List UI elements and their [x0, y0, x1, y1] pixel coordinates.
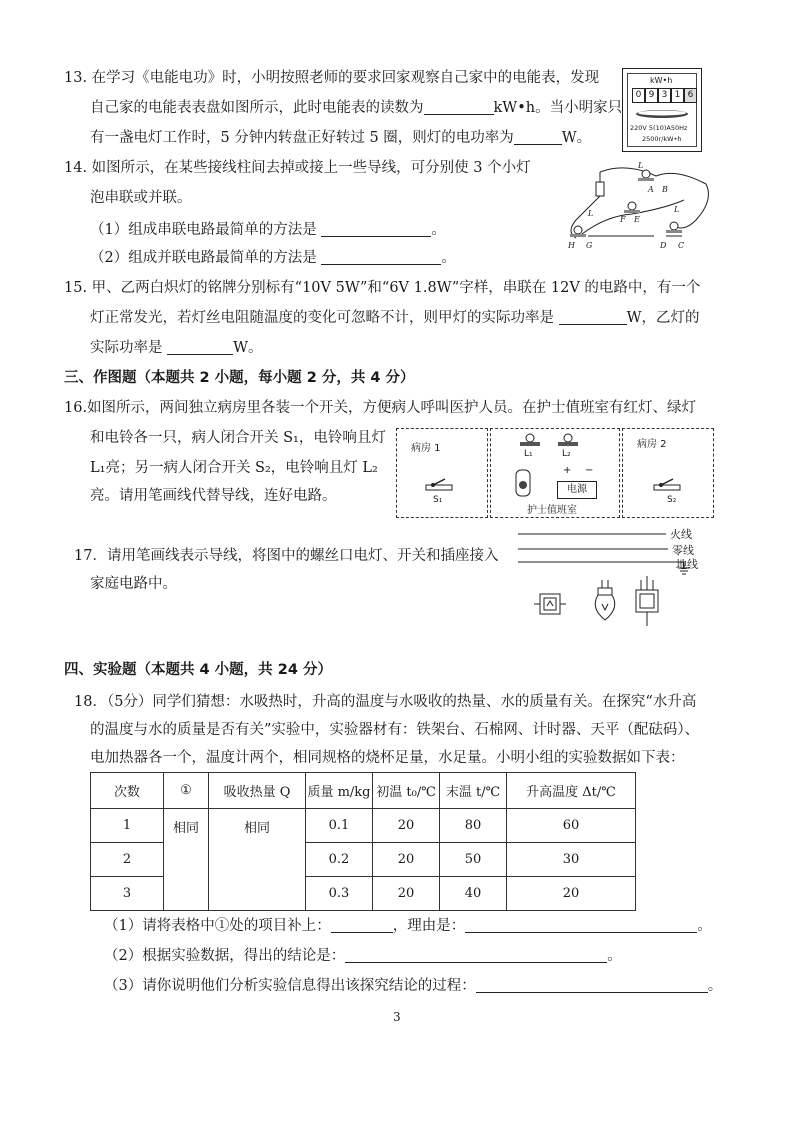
lamp-l1-icon	[519, 433, 541, 449]
meter-digits	[632, 88, 697, 103]
q18-line2: 的温度与水的质量是否有关”实验中，实验器材有：铁架台、石棉网、计时器、天平（配砝码）、	[90, 722, 700, 738]
q18-answer-blank-3[interactable]	[345, 946, 607, 963]
q16-line3: L₁亮；另一病人闭合开关 S₂，电铃响且灯 L₂	[90, 460, 378, 476]
table-row	[91, 809, 636, 843]
ward-1-label: 病房 1	[411, 443, 441, 454]
terminal-label: A	[648, 185, 654, 194]
switch-icon	[653, 477, 681, 491]
q17-line2: 家庭电路中。	[90, 576, 177, 592]
lamp-l2-icon	[557, 433, 579, 449]
q18-sub2-end: 。	[607, 948, 622, 964]
meter-digit: 0	[632, 88, 645, 103]
meter-spec-2: 2500r/kW•h	[642, 135, 682, 143]
q13-line3-unit: W。	[561, 130, 592, 146]
q18-line1: 18．（5分）同学们猜想：水吸热时，升高的温度与水吸收的热量、水的质量有关。在探究“水升高	[74, 694, 697, 710]
table-header: 初温 t₀/℃	[373, 773, 440, 809]
q15-line2-text: 灯正常发光，若灯丝电阻随温度的变化可忽略不计，则甲灯的实际功率是	[90, 310, 554, 326]
section-4-heading: 四、实验题（本题共 4 小题，共 24 分）	[64, 662, 332, 678]
table-header-row	[91, 773, 636, 809]
neutral-wire-label: 零线	[672, 544, 694, 557]
q14-line1: 14. 如图所示，在某些接线柱间去掉或接上一些导线，可分别使 3 个小灯	[64, 160, 531, 176]
q18-line3: 电加热器各一个，温度计两个，相同规格的烧杯足量，水足量。小明小组的实验数据如下表：	[90, 750, 685, 766]
q18-sub3-end: 。	[707, 978, 723, 994]
q14-sub1	[90, 220, 446, 240]
q14-sub2-text: （2）组成并联电路最简单的方法是	[90, 250, 317, 266]
table-cell: 20	[373, 809, 440, 843]
table-cell: 60	[507, 809, 636, 843]
q16-line4: 亮。请用笔画线代替导线，连好电路。	[90, 488, 337, 504]
page-number: 3	[393, 1010, 401, 1024]
terminal-label: L	[674, 205, 680, 214]
switch-s2-label: S₂	[667, 495, 677, 505]
meter-digit-decimal: 6	[684, 88, 697, 103]
electric-meter-figure	[622, 68, 702, 152]
meter-digit: 9	[645, 88, 658, 103]
q14-answer-blank-2[interactable]	[321, 248, 441, 265]
q13-line3-text: 有一盏电灯工作时，5 分钟内转盘正好转过 5 圈，则灯的电功率为	[90, 130, 514, 146]
q14-sub2	[90, 248, 456, 268]
q18-answer-blank-2[interactable]	[465, 916, 697, 933]
ward-2-box	[622, 428, 714, 518]
q13-line3	[90, 128, 591, 148]
terminal-label: F	[620, 215, 626, 224]
power-minus: −	[585, 465, 594, 476]
ward-2-label: 病房 2	[637, 439, 667, 450]
power-source: 电源	[557, 481, 597, 499]
q15-line3-unit: W。	[233, 340, 263, 356]
q18-sub2-text: （2）根据实验数据，得出的结论是：	[104, 948, 346, 964]
terminal-label: B	[662, 185, 668, 194]
q18-sub3	[104, 976, 722, 996]
table-cell: 30	[507, 843, 636, 877]
table-cell: 0.3	[306, 877, 373, 911]
experiment-data-table	[90, 772, 636, 911]
ward-1-box	[396, 428, 488, 518]
ground-wire-label: 地线	[676, 558, 698, 571]
bulb-icon	[638, 170, 654, 181]
q17-line1: 17．请用笔画线表示导线，将图中的螺丝口电灯、开关和插座接入	[74, 548, 499, 564]
table-cell-merged: 相同	[209, 809, 306, 911]
table-cell: 1	[91, 809, 164, 843]
terminal-label: H	[568, 241, 575, 250]
meter-digit: 3	[658, 88, 671, 103]
q14-line2: 泡串联或并联。	[90, 190, 192, 206]
terminal-label: L	[588, 209, 594, 218]
q15-line2-unit: W，乙灯的	[626, 310, 700, 326]
table-header: 吸收热量 Q	[209, 773, 306, 809]
q15-line1: 15. 甲、乙两白炽灯的铭牌分别标有“10V 5W”和“6V 1.8W”字样，串联在 12V 的电路中，有一个	[64, 280, 701, 296]
nurse-station-label: 护士值班室	[527, 505, 577, 516]
q18-sub1-reason: ，理由是：	[392, 918, 466, 934]
table-cell: 40	[440, 877, 507, 911]
terminal-label: E	[634, 215, 640, 224]
q18-sub2	[104, 946, 622, 966]
terminal-label: L	[638, 161, 644, 170]
table-cell: 20	[507, 877, 636, 911]
q14-sub2-end: 。	[441, 250, 456, 266]
table-cell-merged: 相同	[164, 809, 209, 911]
wall-switch-icon	[534, 594, 566, 614]
terminal-label: D	[660, 241, 667, 250]
q16-line1: 16.如图所示，两间独立病房里各装一个开关，方便病人呼叫医护人员。在护士值班室有红灯、绿灯	[64, 400, 697, 416]
q13-answer-blank-1[interactable]	[424, 98, 494, 115]
table-cell: 2	[91, 843, 164, 877]
switch-icon	[425, 477, 453, 491]
screw-bulb-icon	[595, 580, 615, 620]
table-header: 升高温度 Δt/℃	[507, 773, 636, 809]
q16-line2: 和电铃各一只，病人闭合开关 S₁，电铃响且灯	[90, 430, 386, 446]
battery-icon	[596, 182, 604, 196]
q18-sub1	[104, 916, 712, 936]
q18-answer-blank-1[interactable]	[331, 916, 393, 933]
live-wire-label: 火线	[670, 528, 692, 541]
lamp-l1-label: L₁	[524, 449, 533, 459]
q15-answer-blank-1[interactable]	[559, 308, 627, 325]
table-header: 末温 t/℃	[440, 773, 507, 809]
bell-icon	[513, 469, 533, 499]
q18-answer-blank-4[interactable]	[476, 976, 708, 993]
q15-answer-blank-2[interactable]	[167, 338, 233, 355]
bulb-icon	[570, 226, 586, 237]
meter-spec-1: 220V 5(10)A50Hz	[630, 124, 688, 132]
table-header: 质量 m/kg	[306, 773, 373, 809]
table-cell: 20	[373, 877, 440, 911]
table-cell: 0.1	[306, 809, 373, 843]
terminal-label: G	[586, 241, 593, 250]
q14-sub1-end: 。	[431, 222, 446, 238]
terminal-label: C	[678, 241, 685, 250]
q13-answer-blank-2[interactable]	[514, 128, 562, 145]
power-plus: +	[563, 465, 572, 476]
q18-sub1-text: （1）请将表格中①处的项目补上：	[104, 918, 331, 934]
q13-line1: 13. 在学习《电能电功》时，小明按照老师的要求回家观察自己家中的电能表，发现	[64, 70, 600, 86]
nurse-station-box	[490, 428, 620, 518]
lamp-l2-label: L₂	[562, 449, 571, 459]
bulb-icon	[624, 202, 640, 213]
q13-line2-text: 自己家的电能表表盘如图所示，此时电能表的读数为	[90, 100, 424, 116]
section-3-heading: 三、作图题（本题共 2 小题，每小题 2 分，共 4 分）	[64, 370, 415, 386]
table-header: ①	[164, 773, 209, 809]
q15-line3-text: 实际功率是	[90, 340, 163, 356]
meter-panel	[627, 73, 697, 147]
table-cell: 50	[440, 843, 507, 877]
q18-sub1-end: 。	[697, 918, 712, 934]
meter-digit: 1	[671, 88, 684, 103]
q13-line2-unit: kW•h。当小明家只	[493, 100, 623, 116]
table-cell: 0.2	[306, 843, 373, 877]
three-pin-socket-icon	[636, 576, 658, 626]
meter-unit: kW•h	[650, 76, 673, 85]
switch-s1-label: S₁	[433, 495, 443, 505]
table-cell: 3	[91, 877, 164, 911]
table-cell: 80	[440, 809, 507, 843]
q14-sub1-text: （1）组成串联电路最简单的方法是	[90, 222, 317, 238]
q15-line3	[90, 338, 263, 358]
q15-line2	[90, 308, 700, 328]
q13-line2	[90, 98, 622, 118]
circuit-figure	[556, 160, 716, 256]
meter-disc-icon	[634, 108, 690, 120]
table-header: 次数	[91, 773, 164, 809]
table-cell: 20	[373, 843, 440, 877]
q18-sub3-text: （3）请你说明他们分析实验信息得出该探究结论的过程：	[104, 978, 476, 994]
q14-answer-blank-1[interactable]	[321, 220, 431, 237]
